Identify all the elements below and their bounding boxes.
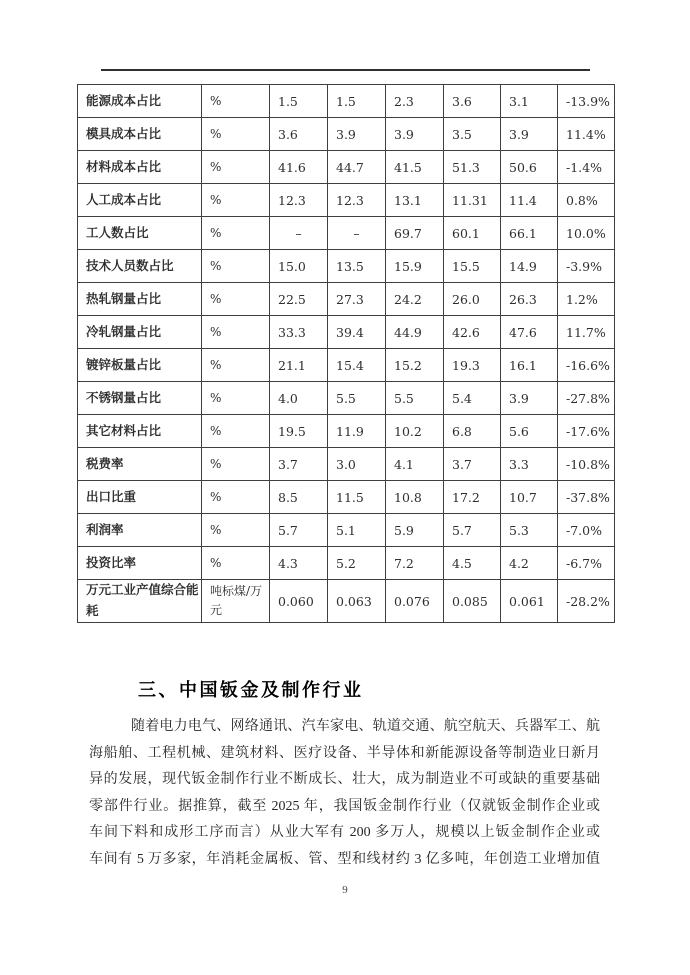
value-cell: 11.9 [328, 415, 386, 448]
change-cell: 1.2% [558, 283, 615, 316]
page-number: 9 [342, 884, 348, 896]
value-cell: 2.3 [386, 85, 444, 118]
value-cell: 8.5 [270, 481, 328, 514]
table-row [78, 250, 615, 283]
table-row [78, 547, 615, 580]
change-cell: 10.0% [558, 217, 615, 250]
table-row [78, 85, 615, 118]
table-row [78, 118, 615, 151]
value-cell: 3.6 [270, 118, 328, 151]
table-row [78, 349, 615, 382]
unit-cell: % [202, 217, 270, 250]
value-cell: 3.3 [501, 448, 558, 481]
unit-cell: % [202, 547, 270, 580]
change-cell: -10.8% [558, 448, 615, 481]
value-cell: 5.9 [386, 514, 444, 547]
paragraph-line: 海船舶、工程机械、建筑材料、医疗设备、半导体和新能源设备等制造业日新月 [89, 745, 600, 761]
change-cell: 0.8% [558, 184, 615, 217]
row-label-cell: 出口比重 [78, 481, 202, 514]
value-cell: 44.9 [386, 316, 444, 349]
value-cell: 5.6 [501, 415, 558, 448]
value-cell: – [328, 217, 386, 250]
unit-cell: % [202, 184, 270, 217]
value-cell: 6.8 [444, 415, 501, 448]
value-cell: 5.4 [444, 382, 501, 415]
unit-cell: 吨标煤/万元 [202, 580, 270, 623]
value-cell: 10.8 [386, 481, 444, 514]
value-cell: 3.9 [328, 118, 386, 151]
value-cell: 42.6 [444, 316, 501, 349]
row-label-cell: 热轧钢量占比 [78, 283, 202, 316]
value-cell: 12.3 [328, 184, 386, 217]
row-label-cell: 投资比率 [78, 547, 202, 580]
value-cell: 21.1 [270, 349, 328, 382]
value-cell: 26.3 [501, 283, 558, 316]
metrics-table-body [78, 85, 615, 623]
change-cell: -1.4% [558, 151, 615, 184]
table-row [78, 316, 615, 349]
value-cell: 69.7 [386, 217, 444, 250]
unit-cell: % [202, 349, 270, 382]
unit-cell: % [202, 514, 270, 547]
value-cell: 11.5 [328, 481, 386, 514]
change-cell: -16.6% [558, 349, 615, 382]
table-row [78, 151, 615, 184]
value-cell: 5.2 [328, 547, 386, 580]
change-cell: 11.4% [558, 118, 615, 151]
value-cell: 26.0 [444, 283, 501, 316]
value-cell: 17.2 [444, 481, 501, 514]
value-cell: 15.2 [386, 349, 444, 382]
value-cell: 4.2 [501, 547, 558, 580]
paragraph-line: 车间有 5 万多家，年消耗金属板、管、型和线材约 3 亿多吨，年创造工业增加值 [89, 851, 600, 867]
row-label-cell: 冷轧钢量占比 [78, 316, 202, 349]
paragraph-line: 零部件行业。据推算，截至 2025 年，我国钣金制作行业（仅就钣金制作企业或 [89, 798, 600, 814]
value-cell: 3.1 [501, 85, 558, 118]
value-cell: 27.3 [328, 283, 386, 316]
value-cell: 66.1 [501, 217, 558, 250]
unit-cell: % [202, 85, 270, 118]
row-label-cell: 其它材料占比 [78, 415, 202, 448]
value-cell: 3.7 [270, 448, 328, 481]
value-cell: 5.3 [501, 514, 558, 547]
value-cell: 10.2 [386, 415, 444, 448]
value-cell: 11.4 [501, 184, 558, 217]
unit-cell: % [202, 316, 270, 349]
table-row [78, 580, 615, 623]
row-label-cell: 模具成本占比 [78, 118, 202, 151]
change-cell: -13.9% [558, 85, 615, 118]
value-cell: 51.3 [444, 151, 501, 184]
value-cell: 47.6 [501, 316, 558, 349]
unit-cell: % [202, 415, 270, 448]
value-cell: 5.1 [328, 514, 386, 547]
row-label-cell: 材料成本占比 [78, 151, 202, 184]
row-label-cell: 工人数占比 [78, 217, 202, 250]
change-cell: -6.7% [558, 547, 615, 580]
table-row [78, 448, 615, 481]
section-heading: 三、中国钣金及制作行业 [138, 680, 364, 700]
value-cell: 15.9 [386, 250, 444, 283]
value-cell: 13.5 [328, 250, 386, 283]
value-cell: 0.076 [386, 580, 444, 623]
paragraph-line: 随着电力电气、网络通讯、汽车家电、轨道交通、航空航天、兵器军工、航 [131, 719, 600, 734]
value-cell: 3.9 [386, 118, 444, 151]
row-label-cell: 技术人员数占比 [78, 250, 202, 283]
value-cell: 39.4 [328, 316, 386, 349]
value-cell: 16.1 [501, 349, 558, 382]
table-row [78, 514, 615, 547]
change-cell: 11.7% [558, 316, 615, 349]
unit-cell: % [202, 382, 270, 415]
value-cell: 3.9 [501, 382, 558, 415]
value-cell: 15.5 [444, 250, 501, 283]
value-cell: 44.7 [328, 151, 386, 184]
row-label-cell: 税费率 [78, 448, 202, 481]
unit-cell: % [202, 118, 270, 151]
row-label-cell: 镀锌板量占比 [78, 349, 202, 382]
value-cell: 5.5 [386, 382, 444, 415]
value-cell: 4.5 [444, 547, 501, 580]
unit-cell: % [202, 250, 270, 283]
value-cell: 0.061 [501, 580, 558, 623]
change-cell: -28.2% [558, 580, 615, 623]
table-row [78, 184, 615, 217]
unit-cell: % [202, 448, 270, 481]
table-row [78, 217, 615, 250]
value-cell: 3.6 [444, 85, 501, 118]
value-cell: 4.0 [270, 382, 328, 415]
body-paragraph [89, 714, 600, 873]
value-cell: 0.060 [270, 580, 328, 623]
value-cell: 7.2 [386, 547, 444, 580]
metrics-table [77, 84, 615, 623]
row-label-cell: 不锈钢量占比 [78, 382, 202, 415]
row-label-cell: 万元工业产值综合能耗 [78, 580, 202, 623]
value-cell: 12.3 [270, 184, 328, 217]
value-cell: – [270, 217, 328, 250]
value-cell: 50.6 [501, 151, 558, 184]
value-cell: 3.7 [444, 448, 501, 481]
value-cell: 3.9 [501, 118, 558, 151]
value-cell: 33.3 [270, 316, 328, 349]
value-cell: 3.5 [444, 118, 501, 151]
row-label-cell: 能源成本占比 [78, 85, 202, 118]
value-cell: 5.5 [328, 382, 386, 415]
value-cell: 11.31 [444, 184, 501, 217]
change-cell: -27.8% [558, 382, 615, 415]
change-cell: -7.0% [558, 514, 615, 547]
paragraph-line: 异的发展，现代钣金制作行业不断成长、壮大，成为制造业不可或缺的重要基础 [89, 772, 600, 787]
unit-cell: % [202, 283, 270, 316]
unit-cell: % [202, 151, 270, 184]
unit-cell: % [202, 481, 270, 514]
value-cell: 13.1 [386, 184, 444, 217]
row-label-cell: 利润率 [78, 514, 202, 547]
value-cell: 19.5 [270, 415, 328, 448]
table-row [78, 481, 615, 514]
value-cell: 10.7 [501, 481, 558, 514]
value-cell: 24.2 [386, 283, 444, 316]
value-cell: 15.0 [270, 250, 328, 283]
value-cell: 5.7 [444, 514, 501, 547]
value-cell: 4.3 [270, 547, 328, 580]
value-cell: 60.1 [444, 217, 501, 250]
value-cell: 1.5 [328, 85, 386, 118]
value-cell: 4.1 [386, 448, 444, 481]
value-cell: 3.0 [328, 448, 386, 481]
change-cell: -37.8% [558, 481, 615, 514]
value-cell: 1.5 [270, 85, 328, 118]
row-label-cell: 人工成本占比 [78, 184, 202, 217]
change-cell: -3.9% [558, 250, 615, 283]
change-cell: -17.6% [558, 415, 615, 448]
value-cell: 14.9 [501, 250, 558, 283]
table-row [78, 382, 615, 415]
value-cell: 41.5 [386, 151, 444, 184]
value-cell: 0.063 [328, 580, 386, 623]
table-row [78, 283, 615, 316]
value-cell: 19.3 [444, 349, 501, 382]
value-cell: 22.5 [270, 283, 328, 316]
value-cell: 5.7 [270, 514, 328, 547]
value-cell: 0.085 [444, 580, 501, 623]
table-row [78, 415, 615, 448]
page-header-rule [101, 69, 590, 71]
value-cell: 41.6 [270, 151, 328, 184]
paragraph-line: 车间下料和成形工序而言）从业大军有 200 多万人，规模以上钣金制作企业或 [89, 825, 600, 840]
value-cell: 15.4 [328, 349, 386, 382]
